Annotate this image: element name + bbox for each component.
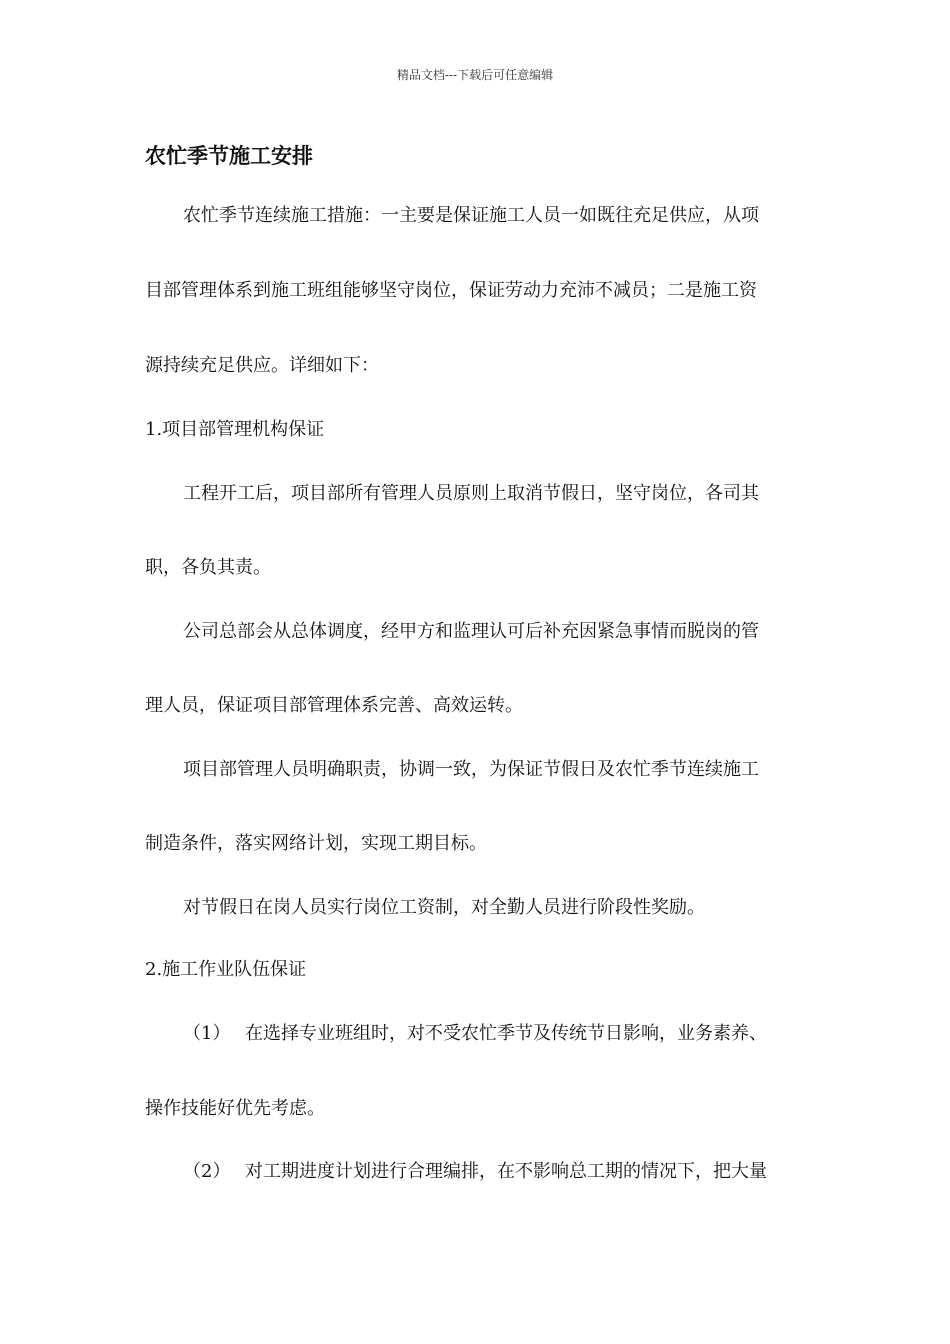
paragraph-line: 操作技能好优先考虑。 — [145, 1098, 325, 1119]
paragraph-line: 项目部管理人员明确职责，协调一致，为保证节假日及农忙季节连续施工 — [183, 759, 759, 780]
section-heading: 1.项目部管理机构保证 — [145, 419, 325, 440]
paragraph-line: 制造条件，落实网络计划，实现工期目标。 — [145, 833, 487, 854]
paragraph-line: 工程开工后，项目部所有管理人员原则上取消节假日，坚守岗位，各司其 — [183, 483, 759, 504]
list-item — [183, 1160, 767, 1184]
paragraph-line: 对节假日在岗人员实行岗位工资制，对全勤人员进行阶段性奖励。 — [183, 897, 705, 918]
list-item-text: 对工期进度计划进行合理编排，在不影响总工期的情况下，把大量 — [245, 1161, 767, 1182]
section-heading: 2.施工作业队伍保证 — [145, 959, 307, 980]
document-title: 农忙季节施工安排 — [145, 143, 313, 168]
paragraph-line: 目部管理体系到施工班组能够坚守岗位，保证劳动力充沛不减员；二是施工资 — [145, 280, 757, 301]
list-item-text: 在选择专业班组时，对不受农忙季节及传统节日影响，业务素养、 — [245, 1023, 767, 1044]
page-header: 精品文档---下载后可任意编辑 — [396, 68, 554, 82]
list-item-number: （2） — [183, 1161, 231, 1182]
paragraph-line: 公司总部会从总体调度，经甲方和监理认可后补充因紧急事情而脱岗的管 — [183, 621, 759, 642]
list-item — [183, 1022, 767, 1046]
paragraph-line: 职，各负其责。 — [145, 557, 271, 578]
paragraph-line: 理人员，保证项目部管理体系完善、高效运转。 — [145, 695, 523, 716]
paragraph-line: 源持续充足供应。详细如下： — [145, 355, 379, 376]
paragraph-line: 农忙季节连续施工措施：一主要是保证施工人员一如既往充足供应，从项 — [183, 205, 759, 226]
list-item-number: （1） — [183, 1023, 231, 1044]
